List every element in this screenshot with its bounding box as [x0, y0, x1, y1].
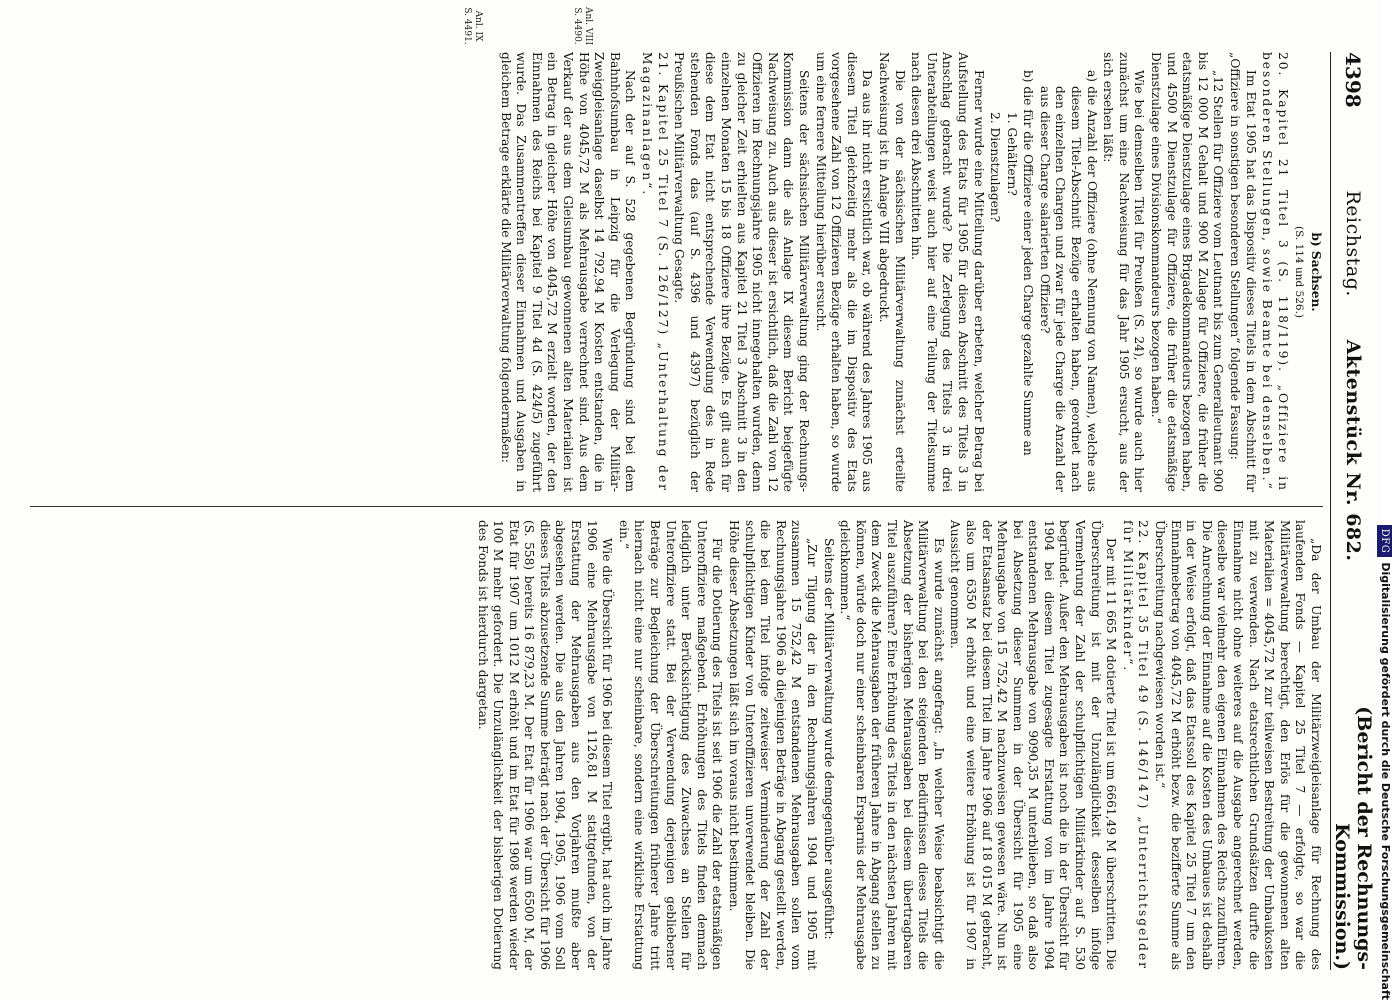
- item-20-title: 20. Kapitel 21 Titel 3 (S. 118/119). „Offiziere in besonderen Stellungen, sowie Beamte bei denselben.“: [1260, 52, 1290, 492]
- margin-note-anl-viii: Anl. VIII S. 4490.: [572, 6, 593, 46]
- page-header: [1330, 52, 1375, 970]
- paragraph: Wie die Übersicht für 1906 bei diesem Titel ergibt, hat auch im Jahre 1906 eine Mehrausgabe von 1126,81 M stattgefunden, von der Erstattung der Mehrausgaben aus den Vorjahren mußte aber abgesehen werden. Die aus den Jahren 1904, 1905, 1906 vom Soll dieses Titels abzusetzende Summe beträgt nach der Übersicht für 1906 (S. 558) bereits 16 879,23 M. Der Etat für 1906 war um 6500 M, der Etat für 1907 um 1012 M erhöht und im Etat für 1908 werden wieder 100 M mehr gefordert. Die Unzulänglichkeit der bisherigen Dotierung des Fonds ist hierdurch dargetan.: [475, 520, 615, 970]
- list-subitem-1: 1. Gehältern?: [1004, 112, 1019, 196]
- quote-paragraph: „Da der Umbau der Militärzweigleisanlage für Rechnung des laufenden Fonds — Kapitel 25 Titel 7 — erfolgte, so war die Militärverwaltung berechtigt, den Erlös für die gewonnenen alten Materialien = 4045,72 M zur teilweisen Bestreitung der Umbaukosten mit zu verwenden. Nach etatsrechtlichen Grundsätzen durfte die Einnahme nicht ohne weiteres auf die Ausgabe angerechnet werden, dieselbe war vielmehr den eigenen Einnahmen des Reichs zuzuführen. Die Anrechnung der Einnahme auf die Kosten des Umbaues ist deshalb in der Weise erfolgt, daß das Etatssoll des Kapitel 25 Titel 7 um den Einnahmebetrag von 4045,72 M erhöht bezw. die bezifferte Summe als Überschreitung nachgewiesen worden ist.“: [1153, 520, 1323, 970]
- header-right-title: (Bericht der Rechnungs-Kommission.): [1331, 706, 1375, 970]
- digitization-credit: [1377, 0, 1397, 1000]
- margin-note-anl-ix: Anl. IX S. 4491.: [462, 7, 483, 45]
- left-column: [30, 52, 1323, 492]
- paragraph: Ferner wurde eine Mitteilung darüber erbeten, welcher Betrag bei Aufstellung des Etats für 1905 für diesen Abschnitt des Titels 3 in Anschlag gebracht wurde? Die Zerlegung des Titels 3 in drei Unterabteilungen weist auch hier auf eine Teilung der Titelsumme nach diesen drei Abschnitten hin.: [909, 52, 986, 492]
- quote-paragraph: „Zur Tilgung der in den Rechnungsjahren 1904 und 1905 mit zusammen 15 752,42 M entstandenen Mehrausgaben sollen vom Rechnungsjahre 1906 ab diejenigen Beträge in Abgang gestellt werden, die bei dem Titel infolge zeitweiser Verminderung der Zahl der schulpflichtigen Kinder von Unteroffizieren unverwendet bleiben. Die Höhe dieser Absetzungen läßt sich im voraus nicht bestimmen.: [727, 520, 819, 970]
- list-item-b: b) die für die Offiziere einer jeden Charge gezahlte Summe an: [1021, 70, 1036, 456]
- paragraph: Im Etat 1905 hat das Dispositiv dieses Titels in dem Abschnitt für „Offiziere in sonstigen besonderen Stellungen“ folgende Fassung:: [1228, 52, 1258, 492]
- right-column: [30, 520, 1323, 970]
- paragraph: Wie bei demselben Titel für Preußen (S. 24), so wurde auch hier zunächst um eine Nachweisung für das Jahr 1905 ersucht, aus der sich ersehen läßt:: [1101, 52, 1147, 492]
- list-item-a: a) die Anzahl der Offiziere (ohne Nennung von Namen), welche aus diesem Titel-Abschnitt Bezüge erhalten haben, geordnet nach den einzelnen Chargen und zwar für jede Charge die Anzahl der aus dieser Charge salarierten Offiziere?: [1037, 70, 1099, 492]
- dfg-logo: DFG: [1377, 525, 1392, 557]
- paragraph: Seitens der sächsischen Militärverwaltung ging der Rechnungs-Kommission dann die als Anlage IX diesem Bericht beigefügte Nachweisung zu. Auch aus dieser ist ersichtlich, daß die Zahl von 12 Offizieren im Rechnungsjahre 1905 nicht innegehalten wurden, denn zu gleicher Zeit erhielten aus Kapitel 21 Titel 3 Abschnitt 3 in den einzelnen Monaten 15 bis 18 Offiziere ihre Bezüge. Es gilt auch für diese dem Etat nicht entsprechende Verwendung des in Rede stehenden Fonds das (auf S. 4396 und 4397) bezüglich der Preußischen Militärverwaltung Gesagte.: [672, 52, 811, 492]
- section-ref: (S. 114 und 526.): [1293, 225, 1306, 319]
- quote-paragraph: „12 Stellen für Offiziere vom Leutnant bis zum Generalleutnant 900 bis 12 000 M Gehalt und 900 M Zulage für Offiziere, die früher die etatsmäßige Dienstzulage eines Brigadekommandeurs bezogen haben, und 4500 M Dienstzulage für Offiziere, die früher die etatsmäßige Dienstzulage eines Divisionskommandeurs bezogen haben.“: [1149, 52, 1226, 492]
- quote-paragraph: Für die Dotierung des Titels ist seit 1906 die Zahl der etatsmäßigen Unteroffiziere maßgebend. Erhöhungen des Titels finden demnach lediglich unter Berücksichtigung des Zuwachses an Stellen für Unteroffiziere statt. Bei der Verwendung derjenigen gebliebener Beträge zur Begleichung der Überschreitungen früherer Jahre tritt hiernach nicht eine nur scheinbare, sondern eine wirkliche Erstattung ein.“: [616, 520, 725, 970]
- paragraph: Die von der sächsischen Militärverwaltung zunächst erteilte Nachweisung ist in Anlage VIII abgedruckt.: [876, 52, 907, 492]
- column-divider: [30, 506, 1323, 507]
- paragraph: Da aus ihr nicht ersichtlich war, ob während des Jahres 1905 aus diesem Titel gleichzeitig mehr als die im Dispositiv des Etats vorgesehene Zahl von 12 Offizieren Bezüge erhalten haben, so wurde um eine fernere Mitteilung hierüber ersucht.: [813, 52, 875, 492]
- item-21-title: 21. Kapitel 25 Titel 7 (S. 126/127) „Unterhaltung der Magazinanlagen“.: [640, 52, 670, 492]
- section-heading-sachsen: b) Sachsen.: [1309, 232, 1323, 312]
- paragraph: Nach der auf S. 528 gegebenen Begründung sind bei dem Bahnhofsumbau in Leipzig für die Verlegung der Militär-Zweiggleisanlage daselbst 14 792,94 M Kosten entstanden, die in Höhe von 4045,72 M als Mehrausgabe verrechnet sind. Aus dem Verkauf der aus dem Gleisumbau gewonnenen alten Materialien ist ein Betrag in gleicher Höhe von 4045,72 M erzielt worden, der den Einnahmen des Reichs bei Kapitel 9 Titel 4d (S. 424/5) zugeführt wurde. Das Zusammentreffen dieser Einnahmen und Ausgaben in gleichem Betrage erklärte die Militärverwaltung folgendermaßen:: [498, 52, 638, 492]
- list-subitem-2: 2. Dienstzulagen?: [988, 112, 1003, 223]
- page-number: 4398: [1341, 52, 1365, 108]
- header-left-title: Reichstag.: [1342, 190, 1364, 297]
- paragraph: Es wurde zunächst angefragt: „In welcher Weise beabsichtigt die Militärverwaltung bei den steigenden Bedürfnissen dieses Titels die Absetzung der bisherigen Mehrausgaben bei diesem übertragbaren Titel auszuführen? Eine Erhöhung des Titels in den nächsten Jahren mit dem Zweck die Mehrausgaben der früheren Jahre in Abgang stellen zu können, würde doch nur einer scheinbaren Ersparnis der Mehrausgabe gleichkommen.“: [838, 520, 946, 970]
- paragraph: Der mit 11 665 M dotierte Titel ist um 6661,49 M überschritten. Die Überschreitung ist mit der Unzulänglichkeit desselben infolge Vermehrung der Zahl der schulpflichtigen Militärkinder auf S. 530 begründet. Außer den Mehrausgaben ist noch die in der Übersicht für 1904 bei diesem Titel zugesagte Erstattung von im Jahre 1904 entstandenen Mehrausgabe von 9090,35 M unterblieben, so daß also bei Absetzung dieser Summen in der Übersicht für 1905 eine Mehrausgabe von 15 752,42 M nachzuweisen gewesen wäre. Nun ist der Etatsansatz bei diesem Titel im Jahre 1906 auf 18 015 M gebracht, also um 6350 M erhöht und eine weitere Erhöhung ist für 1907 in Aussicht genommen.: [948, 520, 1119, 970]
- header-document-title: Aktenstück Nr. 682.: [1342, 339, 1364, 562]
- item-22-title: 22. Kapitel 35 Titel 49 (S. 146/147) „Unterrichtsgelder für Militärkinder“.: [1120, 520, 1151, 970]
- paragraph: Seitens der Militärverwaltung wurde demgegenüber ausgeführt:: [821, 538, 836, 940]
- header-center: [1342, 142, 1364, 610]
- credit-text: Digitalisierung gefördert durch die Deutsche Forschungsgemeinschaft: [1379, 562, 1392, 1000]
